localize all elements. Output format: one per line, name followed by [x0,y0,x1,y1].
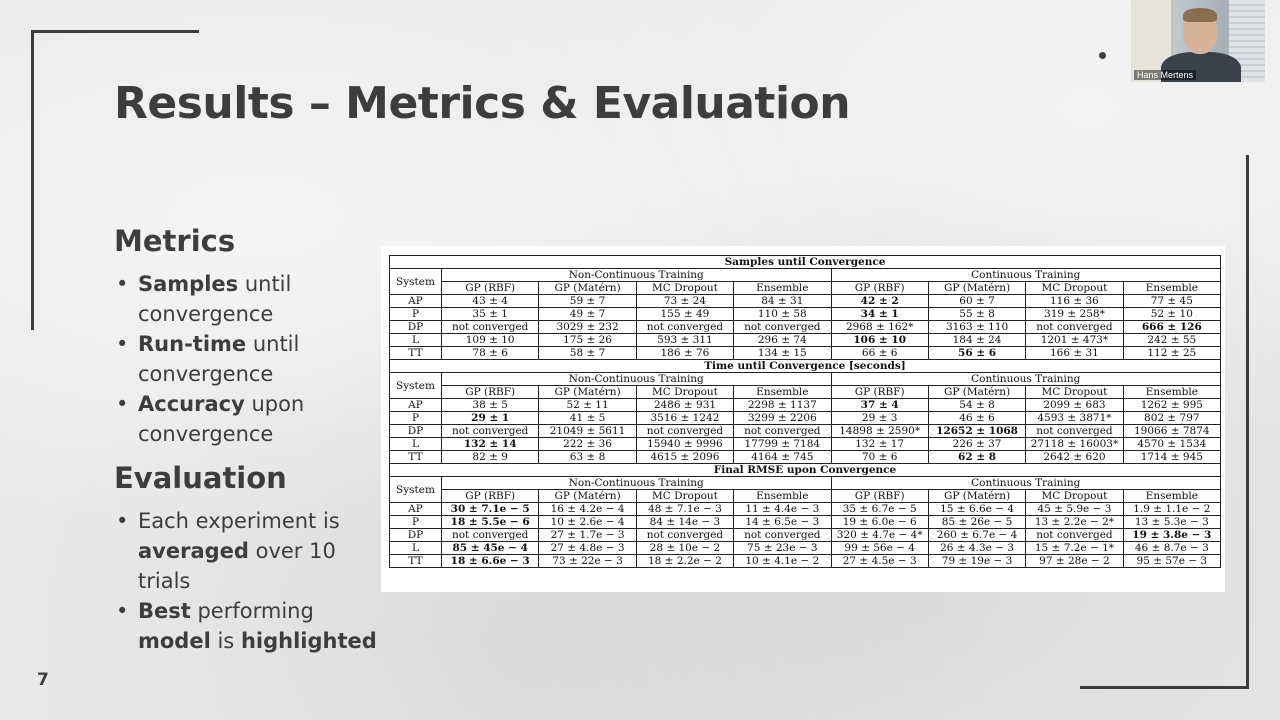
table-cell: 34 ± 1 [831,308,928,321]
table-cell: 52 ± 10 [1123,308,1220,321]
table-cell: 27 ± 4.8e − 3 [539,542,636,555]
table-cell: 116 ± 36 [1026,295,1123,308]
table-cell: 19 ± 3.8e − 3 [1123,529,1220,542]
metrics-list [114,269,389,449]
table-model-header: MC Dropout [1026,490,1123,503]
table-cell: 66 ± 6 [831,347,928,360]
table-cell: 62 ± 8 [928,451,1025,464]
table-row-system: TT [390,555,442,568]
table-cell: 226 ± 37 [928,438,1025,451]
table-model-header: GP (Matérn) [539,490,636,503]
table-cell: 10 ± 2.6e − 4 [539,516,636,529]
table-model-header: GP (Matérn) [928,282,1025,295]
table-model-header: GP (Matérn) [928,490,1025,503]
webcam-person-hair [1183,8,1217,22]
table-row [390,438,1221,451]
table-cell: 109 ± 10 [442,334,539,347]
table-cell: 58 ± 7 [539,347,636,360]
table-cell: 59 ± 7 [539,295,636,308]
table-cell: 15 ± 7.2e − 1* [1026,542,1123,555]
table-cell: 97 ± 28e − 2 [1026,555,1123,568]
decorative-dot [1099,52,1106,59]
table-cell: 260 ± 6.7e − 4 [928,529,1025,542]
table-cell: 2486 ± 931 [636,399,733,412]
table-row-system: L [390,334,442,347]
table-section-title: Time until Convergence [seconds] [390,360,1221,373]
table-row-system: L [390,438,442,451]
table-group-non-continuous: Non-Continuous Training [442,373,832,386]
table-cell: 85 ± 26e − 5 [928,516,1025,529]
table-model-header: Ensemble [734,386,831,399]
table-model-header: GP (Matérn) [539,386,636,399]
frame-corner-bottom-right-vertical [1246,155,1249,689]
table-cell: 296 ± 74 [734,334,831,347]
table-model-header: Ensemble [1123,282,1220,295]
table-cell: not converged [636,321,733,334]
table-cell: 14898 ± 2590* [831,425,928,438]
frame-corner-bottom-right-horizontal [1080,686,1249,689]
table-group-header-row [390,477,1221,490]
table-row-system: AP [390,503,442,516]
table-row [390,516,1221,529]
table-cell: 82 ± 9 [442,451,539,464]
table-system-header: System [390,269,442,295]
table-section-title-row [390,256,1221,269]
table-system-header: System [390,477,442,503]
table-cell: 95 ± 57e − 3 [1123,555,1220,568]
metrics-heading: Metrics [114,224,236,258]
table-cell: 27118 ± 16003* [1026,438,1123,451]
table-model-header-row [390,386,1221,399]
table-cell: not converged [1026,321,1123,334]
metrics-item-runtime: • Run-time until convergence [114,329,389,389]
table-cell: 184 ± 24 [928,334,1025,347]
webcam-participant-name: Hans Mertens [1134,70,1196,80]
table-row [390,295,1221,308]
table-cell: 60 ± 7 [928,295,1025,308]
table-cell: 134 ± 15 [734,347,831,360]
table-cell: not converged [442,529,539,542]
table-cell: 4570 ± 1534 [1123,438,1220,451]
table-section-title: Samples until Convergence [390,256,1221,269]
table-cell: 19 ± 6.0e − 6 [831,516,928,529]
metrics-item-samples: • Samples until convergence [114,269,389,329]
table-cell: not converged [636,529,733,542]
table-cell: 593 ± 311 [636,334,733,347]
table-cell: 13 ± 5.3e − 3 [1123,516,1220,529]
table-cell: 29 ± 3 [831,412,928,425]
table-model-header-row [390,490,1221,503]
table-cell: not converged [1026,425,1123,438]
table-group-continuous: Continuous Training [831,373,1221,386]
table-cell: 2298 ± 1137 [734,399,831,412]
table-cell: 12652 ± 1068 [928,425,1025,438]
table-row-system: P [390,412,442,425]
table-cell: 1201 ± 473* [1026,334,1123,347]
table-model-header: GP (RBF) [831,490,928,503]
table-model-header: GP (RBF) [442,386,539,399]
table-cell: 1.9 ± 1.1e − 2 [1123,503,1220,516]
table-cell: 175 ± 26 [539,334,636,347]
table-cell: 1714 ± 945 [1123,451,1220,464]
table-cell: 3516 ± 1242 [636,412,733,425]
table-cell: 46 ± 8.7e − 3 [1123,542,1220,555]
table-cell: 70 ± 6 [831,451,928,464]
table-cell: 26 ± 4.3e − 3 [928,542,1025,555]
table-section-title-row [390,464,1221,477]
table-cell: not converged [636,425,733,438]
table-row-system: P [390,516,442,529]
table-cell: 10 ± 4.1e − 2 [734,555,831,568]
table-cell: 112 ± 25 [1123,347,1220,360]
table-cell: 132 ± 17 [831,438,928,451]
table-model-header: MC Dropout [636,386,733,399]
table-cell: 17799 ± 7184 [734,438,831,451]
table-model-header: GP (RBF) [831,282,928,295]
table-model-header: GP (RBF) [831,386,928,399]
evaluation-item-highlighted: • Best performing model is highlighted [114,596,389,656]
table-cell: 18 ± 5.5e − 6 [442,516,539,529]
table-cell: 222 ± 36 [539,438,636,451]
table-cell: 106 ± 10 [831,334,928,347]
table-model-header: Ensemble [1123,490,1220,503]
table-cell: 42 ± 2 [831,295,928,308]
table-row [390,529,1221,542]
table-group-header-row [390,269,1221,282]
table-model-header: GP (Matérn) [539,282,636,295]
table-row [390,412,1221,425]
table-model-header: MC Dropout [636,282,733,295]
table-cell: 1262 ± 995 [1123,399,1220,412]
table-cell: not converged [442,425,539,438]
table-cell: 27 ± 1.7e − 3 [539,529,636,542]
table-cell: 73 ± 24 [636,295,733,308]
table-cell: 54 ± 8 [928,399,1025,412]
table-cell: 35 ± 6.7e − 5 [831,503,928,516]
table-cell: 77 ± 45 [1123,295,1220,308]
table-group-continuous: Continuous Training [831,477,1221,490]
page-number: 7 [37,670,49,690]
evaluation-item-averaged: • Each experiment is averaged over 10 trials [114,506,389,596]
table-cell: 18 ± 2.2e − 2 [636,555,733,568]
metrics-item-accuracy: • Accuracy upon convergence [114,389,389,449]
table-cell: 27 ± 4.5e − 3 [831,555,928,568]
table-row-system: DP [390,425,442,438]
table-cell: 4593 ± 3871* [1026,412,1123,425]
table-cell: 15 ± 6.6e − 4 [928,503,1025,516]
table-cell: 132 ± 14 [442,438,539,451]
table-cell: 802 ± 797 [1123,412,1220,425]
table-cell: not converged [1026,529,1123,542]
table-row-system: AP [390,399,442,412]
table-cell: 84 ± 31 [734,295,831,308]
table-cell: 11 ± 4.4e − 3 [734,503,831,516]
table-row-system: L [390,542,442,555]
table-group-continuous: Continuous Training [831,269,1221,282]
table-model-header: GP (RBF) [442,490,539,503]
table-row [390,321,1221,334]
table-cell: 186 ± 76 [636,347,733,360]
results-table [389,255,1221,568]
table-cell: 45 ± 5.9e − 3 [1026,503,1123,516]
table-model-header: MC Dropout [1026,386,1123,399]
table-cell: 21049 ± 5611 [539,425,636,438]
table-group-header-row [390,373,1221,386]
table-cell: 79 ± 19e − 3 [928,555,1025,568]
table-cell: 3163 ± 110 [928,321,1025,334]
table-cell: 28 ± 10e − 2 [636,542,733,555]
table-cell: 19066 ± 7874 [1123,425,1220,438]
table-model-header: MC Dropout [1026,282,1123,295]
table-cell: 52 ± 11 [539,399,636,412]
table-cell: 29 ± 1 [442,412,539,425]
table-row-system: DP [390,321,442,334]
table-row [390,399,1221,412]
table-section-title-row [390,360,1221,373]
table-cell: 35 ± 1 [442,308,539,321]
table-cell: 73 ± 22e − 3 [539,555,636,568]
table-row [390,451,1221,464]
table-cell: not converged [442,321,539,334]
table-cell: 75 ± 23e − 3 [734,542,831,555]
table-group-non-continuous: Non-Continuous Training [442,269,832,282]
table-cell: 2968 ± 162* [831,321,928,334]
table-cell: 41 ± 5 [539,412,636,425]
table-model-header: MC Dropout [636,490,733,503]
table-model-header: Ensemble [734,282,831,295]
table-cell: 2642 ± 620 [1026,451,1123,464]
table-row [390,503,1221,516]
table-cell: 85 ± 45e − 4 [442,542,539,555]
table-row [390,308,1221,321]
table-cell: 63 ± 8 [539,451,636,464]
table-cell: 30 ± 7.1e − 5 [442,503,539,516]
table-system-header: System [390,373,442,399]
table-cell: 16 ± 4.2e − 4 [539,503,636,516]
table-cell: not converged [734,425,831,438]
table-cell: 18 ± 6.6e − 3 [442,555,539,568]
table-model-header: Ensemble [1123,386,1220,399]
frame-corner-top-left-horizontal [31,30,199,33]
table-model-header: Ensemble [734,490,831,503]
table-cell: 3029 ± 232 [539,321,636,334]
table-cell: 4164 ± 745 [734,451,831,464]
table-row-system: DP [390,529,442,542]
table-group-non-continuous: Non-Continuous Training [442,477,832,490]
table-cell: not converged [734,321,831,334]
table-cell: 242 ± 55 [1123,334,1220,347]
table-cell: 43 ± 4 [442,295,539,308]
table-cell: 4615 ± 2096 [636,451,733,464]
table-cell: 14 ± 6.5e − 3 [734,516,831,529]
table-row [390,334,1221,347]
table-cell: 99 ± 56e − 4 [831,542,928,555]
table-cell: 319 ± 258* [1026,308,1123,321]
table-row-system: TT [390,347,442,360]
table-row [390,347,1221,360]
table-model-header: GP (Matérn) [928,386,1025,399]
table-row [390,555,1221,568]
table-cell: not converged [734,529,831,542]
table-cell: 48 ± 7.1e − 3 [636,503,733,516]
table-cell: 320 ± 4.7e − 4* [831,529,928,542]
table-row [390,425,1221,438]
results-table-image [381,246,1225,592]
table-row-system: TT [390,451,442,464]
webcam-video-tile[interactable] [1131,0,1265,82]
table-row-system: AP [390,295,442,308]
table-cell: 2099 ± 683 [1026,399,1123,412]
table-cell: 37 ± 4 [831,399,928,412]
table-row-system: P [390,308,442,321]
table-model-header-row [390,282,1221,295]
table-cell: 15940 ± 9996 [636,438,733,451]
evaluation-heading: Evaluation [114,461,287,495]
table-model-header: GP (RBF) [442,282,539,295]
table-section-title: Final RMSE upon Convergence [390,464,1221,477]
table-cell: 38 ± 5 [442,399,539,412]
frame-corner-top-left-vertical [31,30,34,330]
table-cell: 56 ± 6 [928,347,1025,360]
table-cell: 78 ± 6 [442,347,539,360]
table-cell: 46 ± 6 [928,412,1025,425]
table-cell: 55 ± 8 [928,308,1025,321]
evaluation-list [114,506,389,656]
table-cell: 666 ± 126 [1123,321,1220,334]
table-cell: 155 ± 49 [636,308,733,321]
table-row [390,542,1221,555]
table-cell: 110 ± 58 [734,308,831,321]
slide-title: Results – Metrics & Evaluation [114,78,851,129]
table-cell: 13 ± 2.2e − 2* [1026,516,1123,529]
table-cell: 84 ± 14e − 3 [636,516,733,529]
table-cell: 3299 ± 2206 [734,412,831,425]
table-cell: 166 ± 31 [1026,347,1123,360]
table-cell: 49 ± 7 [539,308,636,321]
